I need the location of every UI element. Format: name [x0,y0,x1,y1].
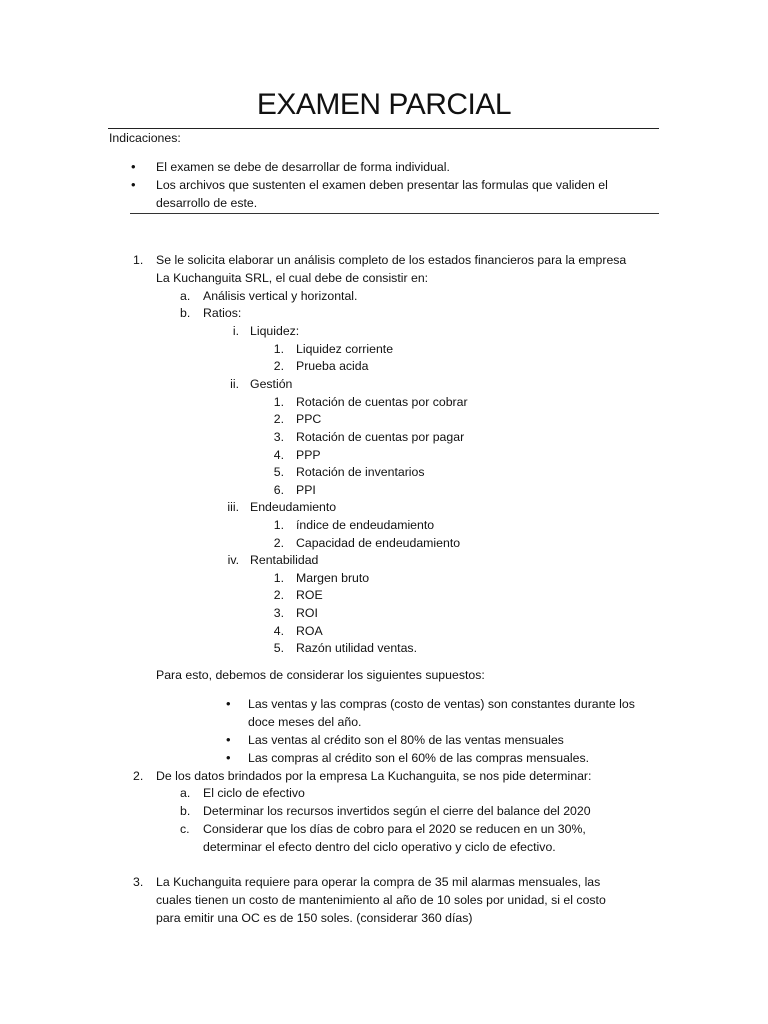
q2-text: De los datos brindados por la empresa La Kuchanguita, se nos pide determinar: [156,769,592,783]
q2c-text-cont: determinar el efecto dentro del ciclo operativo y ciclo de efectivo. [203,840,556,854]
ratio-item: Rotación de cuentas por cobrar [296,395,468,409]
supuesto-item: Las ventas al crédito son el 80% de las ventas mensuales [248,733,564,747]
ratio-item: PPI [296,483,316,497]
bullet-icon: • [226,750,231,765]
q2c-label: c. [180,822,190,836]
page-title: EXAMEN PARCIAL [256,88,512,121]
q2a-text: El ciclo de efectivo [203,786,305,800]
q3-text: La Kuchanguita requiere para operar la compra de 35 mil alarmas mensuales, las [156,875,601,889]
item-number: 4. [273,624,284,638]
q2-number: 2. [133,769,144,783]
indicacion-item-cont: desarrollo de este. [156,196,258,210]
ratio-group-gestion: Gestión [250,377,293,391]
roman-label-iv: iv. [227,553,239,567]
ratio-item: Rotación de inventarios [296,465,425,479]
q3-text-cont: cuales tienen un costo de mantenimiento al año de 10 soles por unidad, si el costo [156,893,606,907]
item-number: 6. [273,483,284,497]
ratio-item: índice de endeudamiento [296,518,435,532]
q1b-label: b. [180,306,191,320]
q2b-text: Determinar los recursos invertidos según el cierre del balance del 2020 [203,804,591,818]
ratio-item: PPC [296,412,322,426]
item-number: 4. [273,448,284,462]
ratio-group-rentabilidad: Rentabilidad [250,553,319,567]
supuestos-intro: Para esto, debemos de considerar los siguientes supuestos: [156,668,485,682]
supuesto-item: Las compras al crédito son el 60% de las compras mensuales. [248,751,590,765]
item-number: 2. [273,359,284,373]
item-number: 1. [273,518,284,532]
ratio-item: Capacidad de endeudamiento [296,536,461,550]
q1-number: 1. [133,253,144,267]
item-number: 2. [273,412,284,426]
ratio-group-endeudamiento: Endeudamiento [250,500,337,514]
bullet-icon: • [131,177,136,192]
ratio-item: Razón utilidad ventas. [296,641,417,655]
q1b-text: Ratios: [203,306,242,320]
ratio-group-liquidez: Liquidez: [250,324,300,338]
item-number: 5. [273,641,284,655]
item-number: 1. [273,395,284,409]
q1a-text: Análisis vertical y horizontal. [203,289,358,303]
q3-text-cont: para emitir una OC es de 150 soles. (considerar 360 días) [156,911,473,925]
q1a-label: a. [180,289,191,303]
q2c-text: Considerar que los días de cobro para el 2020 se reducen en un 30%, [203,822,586,836]
q1-text-cont: La Kuchanguita SRL, el cual debe de consistir en: [156,271,429,285]
indicacion-item: El examen se debe de desarrollar de forma individual. [156,160,450,174]
ratio-item: Prueba acida [296,359,369,373]
item-number: 2. [273,536,284,550]
ratio-item: ROI [296,606,318,620]
roman-label-ii: ii. [230,377,239,391]
ratio-item: Liquidez corriente [296,342,394,356]
item-number: 1. [273,342,284,356]
ratio-item: ROE [296,588,323,602]
q1-text: Se le solicita elaborar un análisis completo de los estados financieros para la empresa [156,253,627,267]
q3-number: 3. [133,875,144,889]
item-number: 1. [273,571,284,585]
q2b-label: b. [180,804,191,818]
supuesto-item-cont: doce meses del año. [248,715,362,729]
bullet-icon: • [226,732,231,747]
indicaciones-divider [130,213,659,214]
item-number: 3. [273,430,284,444]
ratio-item: PPP [296,448,321,462]
bullet-icon: • [226,696,231,711]
ratio-item: Rotación de cuentas por pagar [296,430,465,444]
indicacion-item: Los archivos que sustenten el examen deben presentar las formulas que validen el [156,178,608,192]
q2a-label: a. [180,786,191,800]
indicaciones-heading: Indicaciones: [109,131,181,145]
supuesto-item: Las ventas y las compras (costo de ventas) son constantes durante los [248,697,635,711]
item-number: 5. [273,465,284,479]
bullet-icon: • [131,159,136,174]
item-number: 3. [273,606,284,620]
roman-label-i: i. [232,324,239,338]
title-divider [108,128,659,129]
ratio-item: ROA [296,624,323,638]
item-number: 2. [273,588,284,602]
roman-label-iii: iii. [227,500,239,514]
ratio-item: Margen bruto [296,571,370,585]
